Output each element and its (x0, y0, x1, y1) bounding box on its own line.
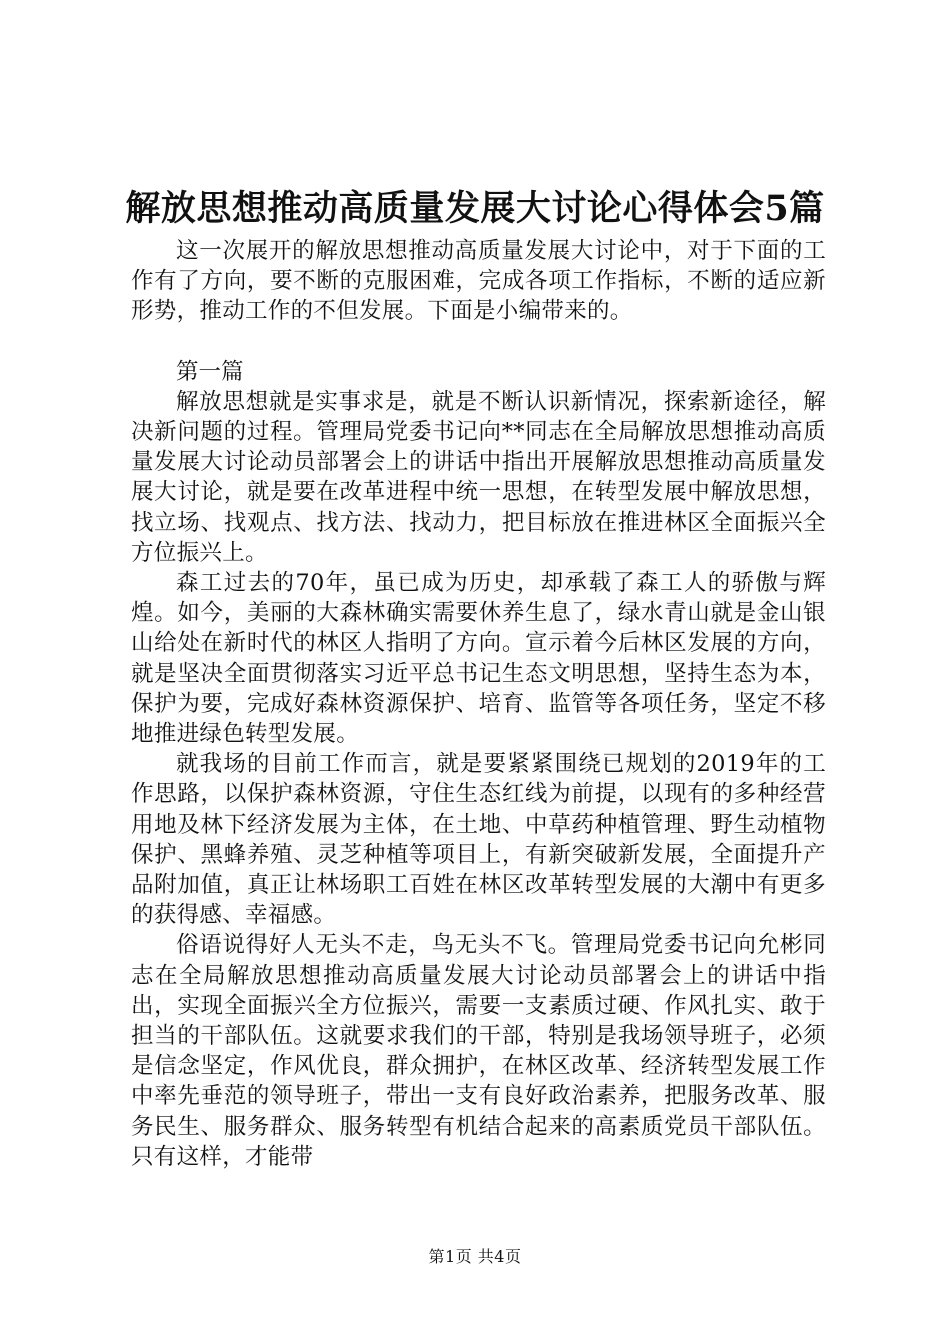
body-paragraph-1: 解放思想就是实事求是，就是不断认识新情况，探索新途径，解决新问题的过程。管理局党委书记向**同志在全局解放思想推动高质量发展大讨论动员部署会上的讲话中指出开展解放思想推动高质量发展大讨论，就是要在改革进程中统一思想，在转型发展中解放思想，找立场、找观点、找方法、找动力，把目标放在推进林区全面振兴全方位振兴上。 (131, 388, 826, 566)
document-title: 解放思想推动高质量发展大讨论心得体会5篇 (125, 188, 825, 229)
body-paragraph-2: 森工过去的70年，虽已成为历史，却承载了森工人的骄傲与辉煌。如今，美丽的大森林确实需要休养生息了，绿水青山就是金山银山给处在新时代的林区人指明了方向。宣示着今后林区发展的方向，就是坚决全面贯彻落实习近平总书记生态文明思想，坚持生态为本，保护为要，完成好森林资源保护、培育、监管等各项任务，坚定不移地推进绿色转型发展。 (131, 570, 826, 748)
section-heading: 第一篇 (176, 358, 244, 385)
page-number-footer: 第1页 共4页 (428, 1247, 522, 1266)
intro-paragraph: 这一次展开的解放思想推动高质量发展大讨论中，对于下面的工作有了方向，要不断的克服困难，完成各项工作指标，不断的适应新形势，推动工作的不但发展。下面是小编带来的。 (131, 238, 826, 325)
body-paragraph-3: 就我场的目前工作而言，就是要紧紧围绕已规划的2019年的工作思路，以保护森林资源，守住生态红线为前提，以现有的多种经营用地及林下经济发展为主体，在土地、中草药种植管理、野生动植物保护、黑蜂养殖、灵芝种植等项目上，有新突破新发展，全面提升产品附加值，真正让林场职工百姓在林区改革转型发展的大潮中有更多的获得感、幸福感。 (131, 751, 826, 929)
body-paragraph-4: 俗语说得好人无头不走，鸟无头不飞。管理局党委书记向允彬同志在全局解放思想推动高质量发展大讨论动员部署会上的讲话中指出，实现全面振兴全方位振兴，需要一支素质过硬、作风扎实、敢于担当的干部队伍。这就要求我们的干部，特别是我场领导班子，必须是信念坚定，作风优良，群众拥护，在林区改革、经济转型发展工作中率先垂范的领导班子，带出一支有良好政治素养，把服务改革、服务民生、服务群众、服务转型有机结合起来的高素质党员干部队伍。只有这样，才能带 (131, 932, 826, 1170)
document-body (131, 236, 826, 1172)
